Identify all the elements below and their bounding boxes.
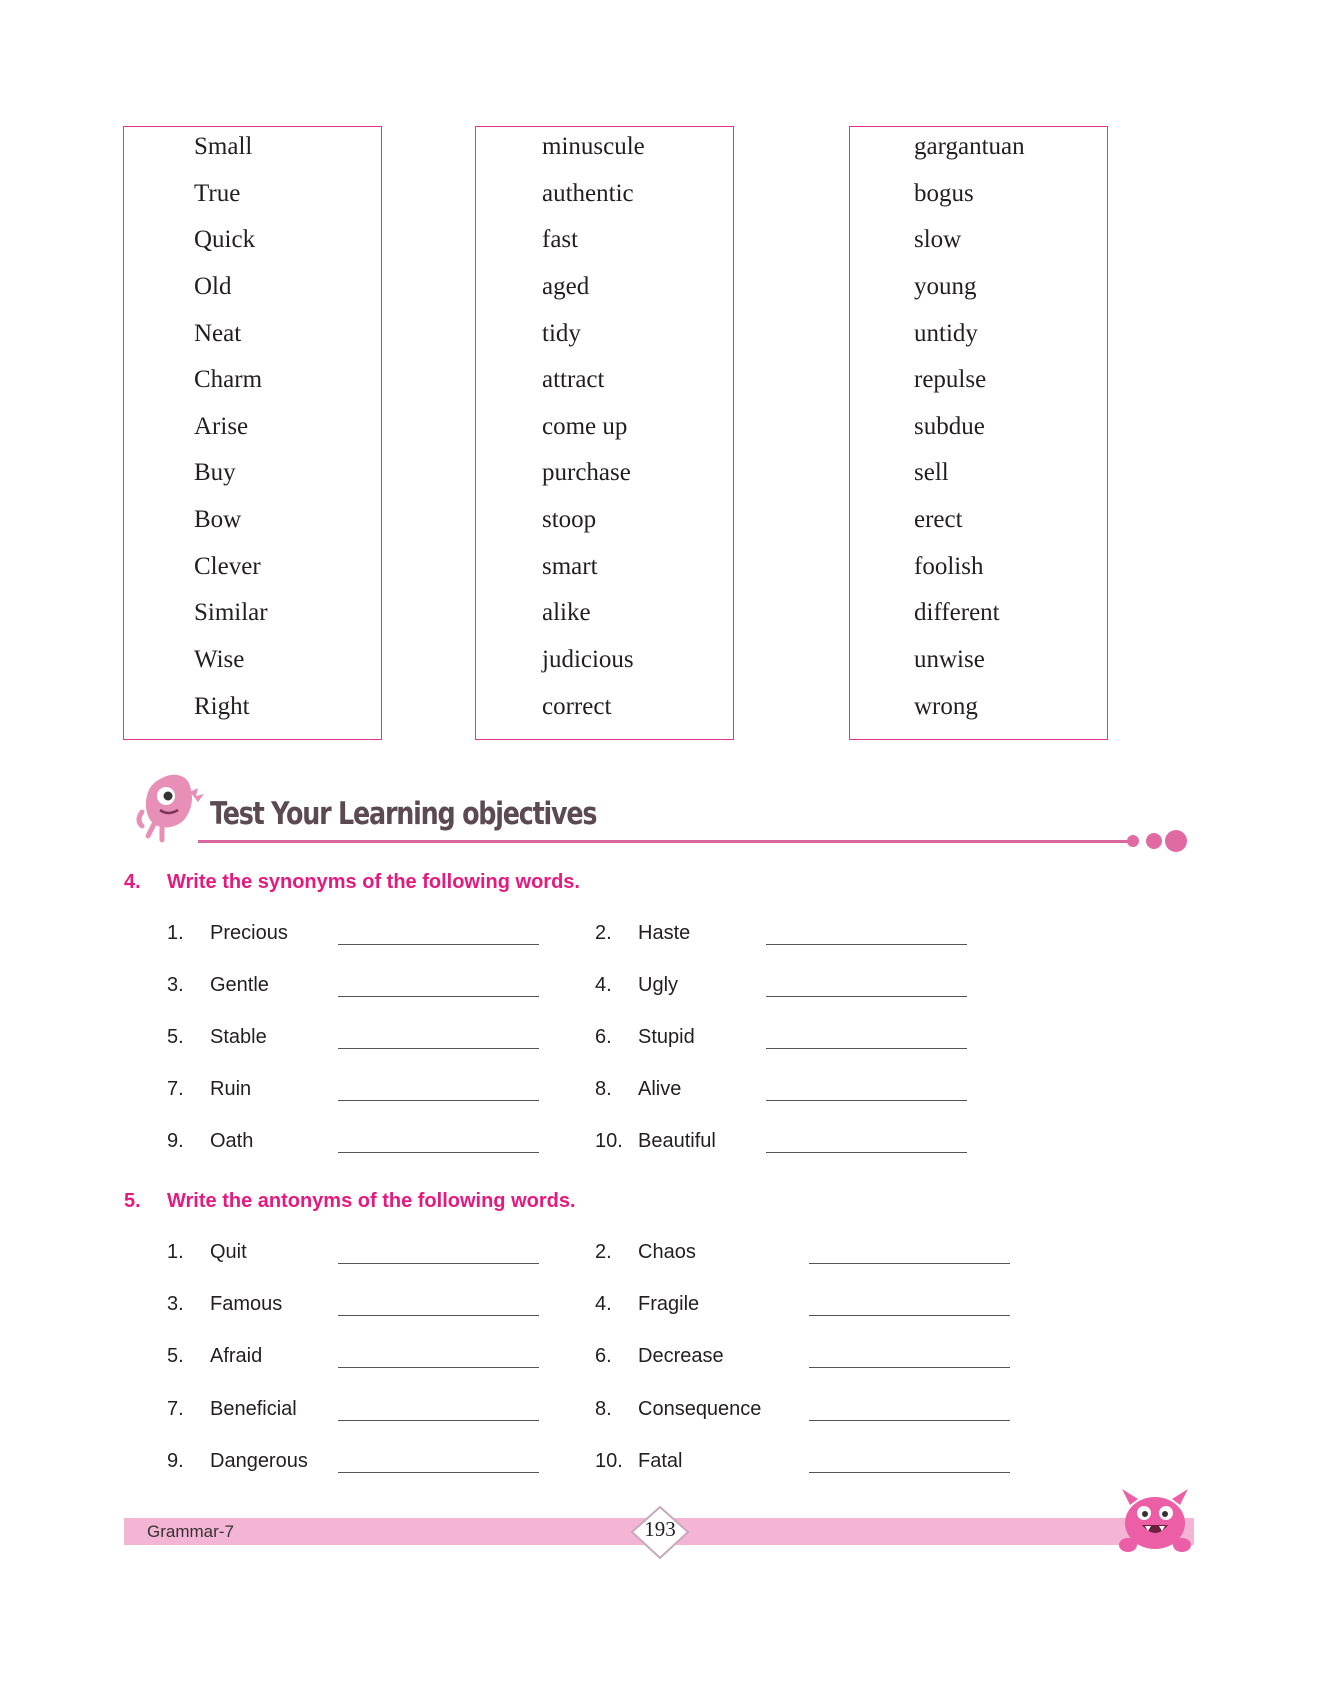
question-5-heading [124, 1190, 824, 1216]
word: smart [542, 553, 598, 580]
section-heading-title: Test Your Learning objectives [210, 796, 597, 832]
word: Clever [194, 553, 261, 580]
answer-blank[interactable] [338, 1420, 539, 1421]
word: repulse [914, 366, 987, 393]
list-item [167, 974, 547, 1004]
item-word: Ruin [210, 1078, 252, 1100]
word: attract [542, 366, 605, 393]
answer-blank[interactable] [766, 1100, 967, 1101]
word: stoop [542, 506, 597, 533]
answer-blank[interactable] [338, 944, 539, 945]
answer-blank[interactable] [809, 1315, 1010, 1316]
list-item [595, 974, 975, 1004]
item-word: Precious [210, 922, 288, 944]
item-word: Beautiful [638, 1130, 716, 1152]
item-number: 2. [595, 1241, 612, 1263]
item-number: 10. [595, 1130, 623, 1152]
item-word: Beneficial [210, 1398, 297, 1420]
word: Small [194, 133, 253, 160]
word: tidy [542, 320, 581, 347]
item-number: 7. [167, 1078, 184, 1100]
word: Right [194, 693, 250, 720]
question-number: 4. [124, 871, 141, 893]
item-number: 10. [595, 1450, 623, 1472]
list-item [595, 1450, 1015, 1480]
item-number: 5. [167, 1345, 184, 1367]
word: correct [542, 693, 612, 720]
item-number: 8. [595, 1398, 612, 1420]
word: Quick [194, 226, 256, 253]
item-word: Quit [210, 1241, 247, 1263]
word: minuscule [542, 133, 645, 160]
word-column-2 [475, 126, 734, 740]
word: fast [542, 226, 579, 253]
answer-blank[interactable] [338, 1263, 539, 1264]
list-item [595, 1293, 1015, 1323]
answer-blank[interactable] [338, 1100, 539, 1101]
word: Arise [194, 413, 249, 440]
monster-mascot-icon [1112, 1483, 1198, 1559]
answer-blank[interactable] [338, 1315, 539, 1316]
item-word: Fragile [638, 1293, 700, 1315]
item-word: Chaos [638, 1241, 696, 1263]
dots-decoration-icon [1123, 827, 1193, 857]
item-word: Oath [210, 1130, 254, 1152]
word: Similar [194, 599, 268, 626]
word: Wise [194, 646, 245, 673]
word: come up [542, 413, 628, 440]
list-item [167, 1398, 547, 1428]
question-4-heading [124, 871, 824, 897]
item-word: Famous [210, 1293, 283, 1315]
answer-blank[interactable] [766, 1152, 967, 1153]
word: sell [914, 459, 949, 486]
item-number: 1. [167, 922, 184, 944]
item-number: 1. [167, 1241, 184, 1263]
item-number: 9. [167, 1130, 184, 1152]
item-number: 4. [595, 974, 612, 996]
word: Bow [194, 506, 242, 533]
item-number: 2. [595, 922, 612, 944]
word: different [914, 599, 1000, 626]
word: Neat [194, 320, 242, 347]
item-word: Consequence [638, 1398, 762, 1420]
item-number: 4. [595, 1293, 612, 1315]
item-word: Decrease [638, 1345, 724, 1367]
item-word: Haste [638, 922, 691, 944]
list-item [167, 1345, 547, 1375]
item-word: Gentle [210, 974, 269, 996]
list-item [595, 1078, 975, 1108]
word: Old [194, 273, 232, 300]
question-instruction: Write the synonyms of the following words. [167, 871, 580, 893]
word: judicious [542, 646, 634, 673]
list-item [595, 1026, 975, 1056]
word: Charm [194, 366, 263, 393]
page-number: 193 [644, 1517, 676, 1541]
word: slow [914, 226, 962, 253]
question-number: 5. [124, 1190, 141, 1212]
word: untidy [914, 320, 978, 347]
word-column-1 [123, 126, 382, 740]
mascot-icon [132, 770, 212, 850]
heading-underline [198, 840, 1133, 843]
answer-blank[interactable] [809, 1472, 1010, 1473]
item-word: Stable [210, 1026, 267, 1048]
answer-blank[interactable] [338, 1152, 539, 1153]
item-word: Ugly [638, 974, 679, 996]
item-word: Alive [638, 1078, 682, 1100]
list-item [167, 922, 547, 952]
item-number: 5. [167, 1026, 184, 1048]
word: authentic [542, 180, 634, 207]
list-item [167, 1241, 547, 1271]
word: True [194, 180, 241, 207]
item-word: Fatal [638, 1450, 683, 1472]
item-number: 6. [595, 1345, 612, 1367]
word: alike [542, 599, 591, 626]
list-item [167, 1293, 547, 1323]
word: erect [914, 506, 963, 533]
word: unwise [914, 646, 985, 673]
item-number: 8. [595, 1078, 612, 1100]
list-item [167, 1130, 547, 1160]
word: aged [542, 273, 590, 300]
word: young [914, 273, 977, 300]
answer-blank[interactable] [809, 1367, 1010, 1368]
answer-blank[interactable] [338, 1048, 539, 1049]
list-item [595, 1345, 1015, 1375]
answer-blank[interactable] [766, 944, 967, 945]
word-column-3 [849, 126, 1108, 740]
footer-book-title: Grammar-7 [147, 1522, 234, 1541]
word: gargantuan [914, 133, 1025, 160]
word: foolish [914, 553, 984, 580]
list-item [595, 1241, 1015, 1271]
list-item [167, 1026, 547, 1056]
item-number: 3. [167, 1293, 184, 1315]
question-instruction: Write the antonyms of the following words. [167, 1190, 576, 1212]
list-item [167, 1450, 547, 1480]
list-item [595, 922, 975, 952]
word: purchase [542, 459, 631, 486]
answer-blank[interactable] [338, 1472, 539, 1473]
answer-blank[interactable] [338, 1367, 539, 1368]
answer-blank[interactable] [809, 1420, 1010, 1421]
section-heading [138, 770, 1198, 870]
item-number: 9. [167, 1450, 184, 1472]
answer-blank[interactable] [766, 996, 967, 997]
list-item [595, 1130, 975, 1160]
answer-blank[interactable] [809, 1263, 1010, 1264]
word: wrong [914, 693, 978, 720]
item-number: 3. [167, 974, 184, 996]
list-item [595, 1398, 1015, 1428]
word: subdue [914, 413, 985, 440]
answer-blank[interactable] [766, 1048, 967, 1049]
item-word: Afraid [210, 1345, 263, 1367]
answer-blank[interactable] [338, 996, 539, 997]
item-number: 6. [595, 1026, 612, 1048]
item-number: 7. [167, 1398, 184, 1420]
item-word: Dangerous [210, 1450, 308, 1472]
page-number-badge [630, 1505, 690, 1560]
word: Buy [194, 459, 236, 486]
word: bogus [914, 180, 974, 207]
list-item [167, 1078, 547, 1108]
item-word: Stupid [638, 1026, 695, 1048]
